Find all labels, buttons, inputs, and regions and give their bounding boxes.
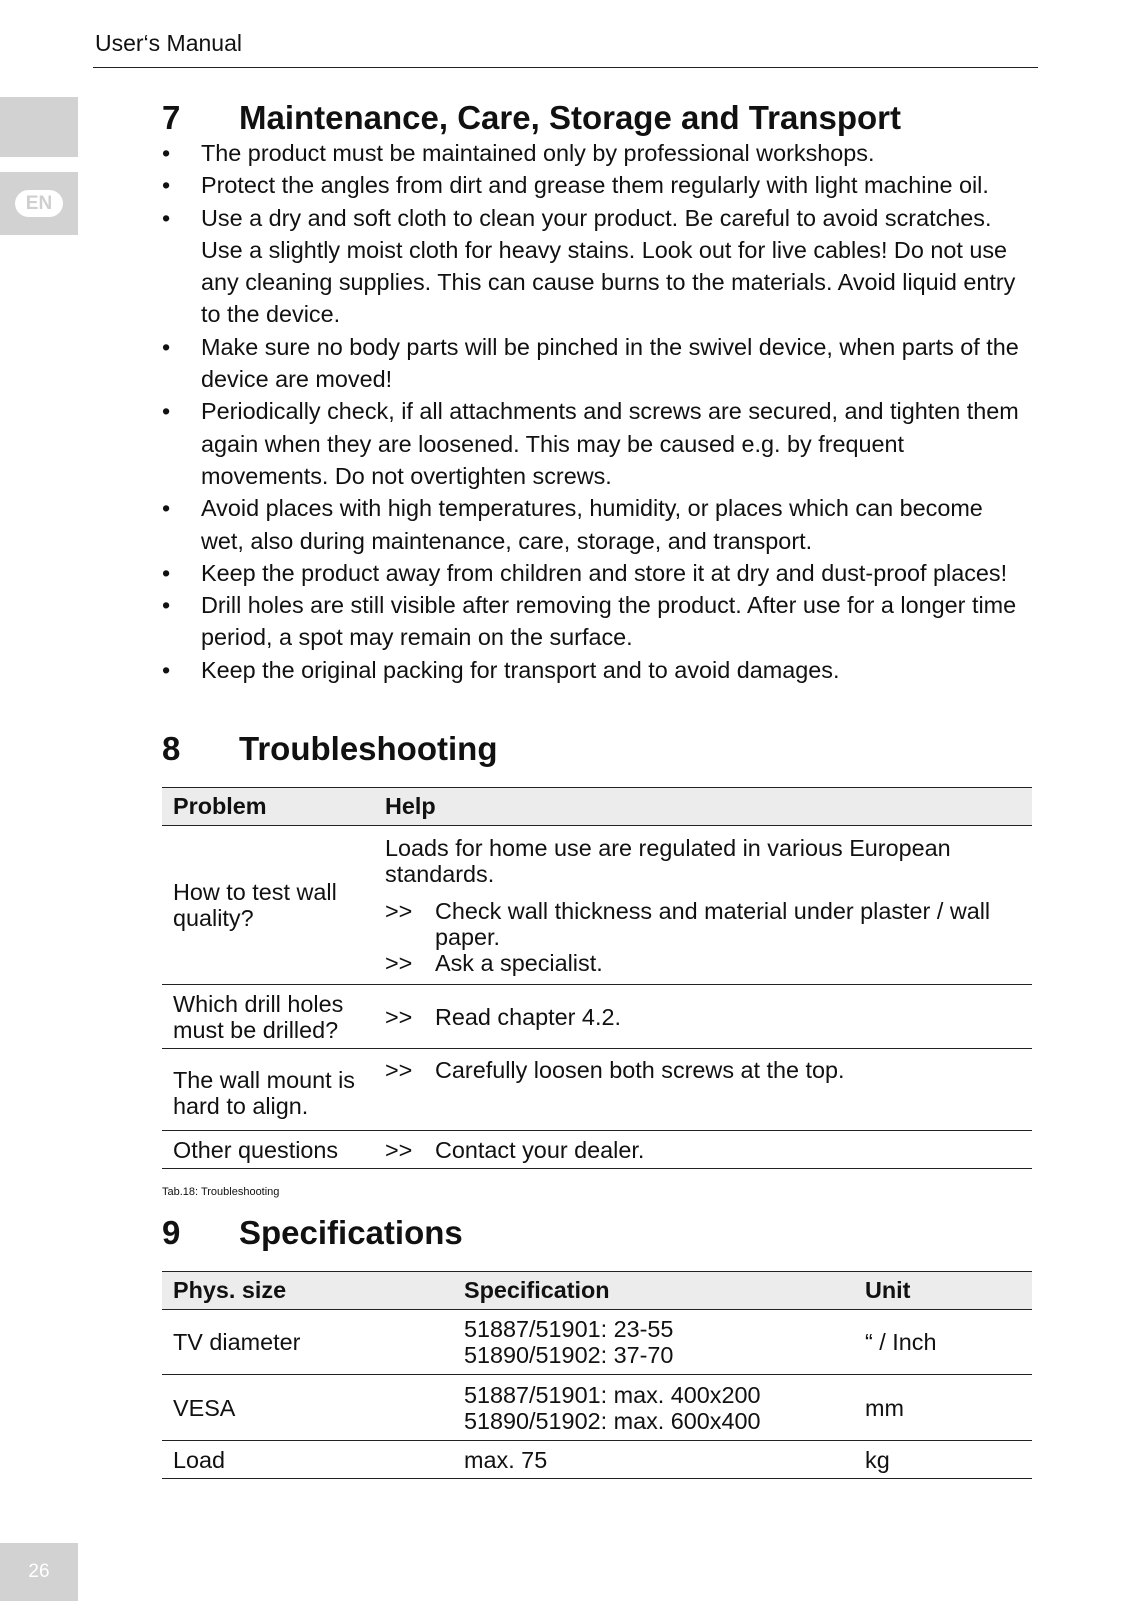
size-cell: Load [162, 1441, 453, 1479]
spec-line: 51890/51902: 37-70 [464, 1342, 674, 1368]
list-item: • The product must be maintained only by professional workshops. [162, 137, 1032, 169]
unit-cell: mm [854, 1375, 1032, 1441]
specifications-table-wrapper [162, 1271, 1032, 1479]
section-number: 8 [162, 730, 181, 767]
help-step-text: Check wall thickness and material under plaster / wall paper. [435, 898, 991, 950]
arrow-marker: >> [385, 1057, 413, 1083]
troubleshooting-table [162, 787, 1032, 1169]
help-cell [374, 1131, 1032, 1169]
column-header: Unit [854, 1272, 1032, 1310]
section-number: 7 [162, 99, 181, 136]
list-item: • Drill holes are still visible after removing the product. After use for a longer time period, a spot may remain on the surface. [162, 589, 1032, 654]
help-step-text: Read chapter 4.2. [435, 1003, 621, 1030]
size-cell: TV diameter [162, 1310, 453, 1375]
header-divider [93, 67, 1038, 68]
list-item: • Protect the angles from dirt and grease them regularly with light machine oil. [162, 169, 1032, 201]
list-item: • Avoid places with high temperatures, humidity, or places which can become wet, also during maintenance, care, storage, and transport. [162, 492, 1032, 557]
side-tab [0, 97, 78, 157]
help-step-text: Ask a specialist. [435, 950, 603, 976]
help-step-text: Contact your dealer. [435, 1136, 645, 1163]
list-item: • Make sure no body parts will be pinched in the swivel device, when parts of the device are moved! [162, 331, 1032, 396]
section-number: 9 [162, 1214, 181, 1251]
spec-cell [453, 1310, 854, 1375]
header-title: User‘s Manual [95, 30, 242, 56]
help-cell [374, 826, 1032, 985]
section-9-heading [162, 1214, 463, 1252]
size-cell: VESA [162, 1375, 453, 1441]
column-header: Specification [453, 1272, 854, 1310]
arrow-marker: >> [385, 898, 413, 924]
list-item: • Use a dry and soft cloth to clean your product. Be careful to avoid scratches. Use a slightly moist cloth for heavy stains. Look out for live cables! Do not use any cleaning supplies. This can cause burns to the materials. Avoid liquid entry to the device. [162, 202, 1032, 331]
specifications-table [162, 1271, 1032, 1479]
list-item: • Periodically check, if all attachments and screws are secured, and tighten them again when they are loosened. This may be caused e.g. by frequent movements. Do not overtighten screws. [162, 395, 1032, 492]
help-step [385, 1057, 1032, 1083]
spec-cell [453, 1441, 854, 1479]
unit-cell: “ / Inch [854, 1310, 1032, 1375]
help-step [385, 1137, 1032, 1163]
help-intro: Loads for home use are regulated in various European standards. [385, 835, 951, 887]
help-step-text: Carefully loosen both screws at the top. [435, 1057, 845, 1083]
problem-cell: Other questions [162, 1131, 374, 1169]
problem-cell: Which drill holes must be drilled? [162, 985, 374, 1049]
language-badge: EN [15, 190, 63, 217]
table-row [162, 985, 1032, 1049]
page-number: 26 [0, 1543, 78, 1601]
section-8-heading [162, 730, 497, 768]
problem-cell: The wall mount is hard to align. [162, 1049, 374, 1131]
spec-line: 51887/51901: 23-55 [464, 1316, 674, 1342]
help-step [385, 898, 1032, 950]
arrow-marker: >> [385, 950, 413, 976]
section-title: Specifications [239, 1214, 463, 1251]
spec-cell [453, 1375, 854, 1441]
section-title: Troubleshooting [239, 730, 498, 767]
table-caption: Tab.18: Troubleshooting [162, 1186, 280, 1198]
table-row [162, 1310, 1032, 1375]
help-cell [374, 1049, 1032, 1131]
arrow-marker: >> [385, 1136, 413, 1163]
table-header-row [162, 788, 1032, 826]
help-step [385, 950, 1032, 976]
column-header: Phys. size [162, 1272, 453, 1310]
spec-line: 51887/51901: max. 400x200 [464, 1381, 761, 1408]
column-header: Help [374, 788, 1032, 826]
section-7-heading [162, 99, 901, 137]
arrow-marker: >> [385, 1003, 413, 1030]
column-header: Problem [162, 788, 374, 826]
unit-cell: kg [854, 1441, 1032, 1479]
list-item: • Keep the product away from children and store it at dry and dust-proof places! [162, 557, 1032, 589]
spec-line: max. 75 [464, 1446, 548, 1473]
table-row [162, 1441, 1032, 1479]
table-row [162, 1131, 1032, 1169]
table-row [162, 1049, 1032, 1131]
troubleshooting-table-wrapper [162, 787, 1032, 1169]
list-item: • Keep the original packing for transport and to avoid damages. [162, 654, 1032, 686]
help-step [385, 1004, 1032, 1030]
table-header-row [162, 1272, 1032, 1310]
section-title: Maintenance, Care, Storage and Transport [239, 99, 901, 136]
spec-line: 51890/51902: max. 600x400 [464, 1407, 761, 1434]
problem-cell: How to test wall quality? [162, 826, 374, 985]
help-cell [374, 985, 1032, 1049]
maintenance-list [162, 137, 1032, 686]
language-tab [0, 172, 78, 235]
table-row [162, 1375, 1032, 1441]
table-row [162, 826, 1032, 985]
